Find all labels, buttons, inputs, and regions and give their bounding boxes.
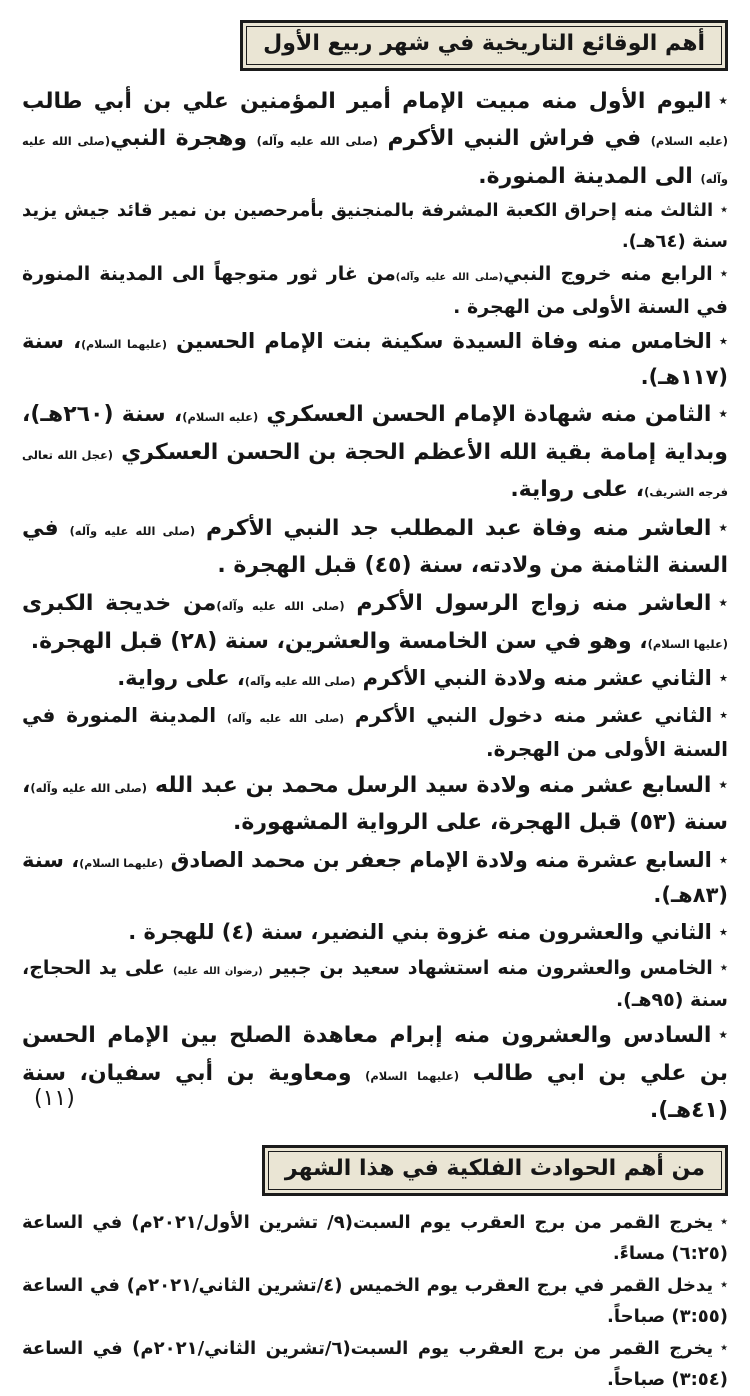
item-text: الخامس والعشرون منه استشهاد سعيد بن جبير xyxy=(262,956,713,979)
honorific-stamp: (صلى الله عليه وآله) xyxy=(216,599,345,614)
honorific-stamp: (صلى الله عليه وآله) xyxy=(244,675,356,689)
bullet-star-icon: ٭ xyxy=(718,91,728,111)
section-title-box xyxy=(262,1145,728,1196)
bullet-star-icon: ٭ xyxy=(720,1340,728,1357)
item-text: ، على رواية. xyxy=(117,666,245,691)
item-text: السابع عشر منه ولادة سيد الرسل محمد بن عبد الله xyxy=(147,772,712,798)
bullet-star-icon: ٭ xyxy=(718,920,728,941)
item-text: العاشر منه زواج الرسول الأكرم xyxy=(344,591,712,617)
honorific-stamp: (عليهما السلام) xyxy=(81,337,167,351)
item-text: العاشر منه وفاة عبد المطلب جد النبي الأكرم xyxy=(195,515,712,541)
list-item xyxy=(22,1271,728,1333)
honorific-stamp: (صلى الله عليه وآله) xyxy=(256,134,378,149)
item-text: السابع عشرة منه ولادة الإمام جعفر بن محمد الصادق xyxy=(163,847,712,872)
honorific-stamp: (صلى الله عليه وآله) xyxy=(395,272,504,284)
list-item xyxy=(22,83,728,195)
list-item xyxy=(22,915,728,951)
item-text: الرابع منه خروج النبي xyxy=(503,263,713,286)
list-item xyxy=(22,952,728,1017)
list-item xyxy=(22,1017,728,1129)
honorific-stamp: (عليهما السلام) xyxy=(365,1068,460,1083)
honorific-stamp: (صلى الله عليه وآله) xyxy=(69,523,196,538)
item-text: من خديجة الكبرى xyxy=(22,591,217,617)
item-text: على يد الحجاج، سنة (٩٥هـ). xyxy=(22,956,728,1011)
item-text: وهجرة النبي xyxy=(110,126,257,152)
list-item xyxy=(22,1334,728,1396)
item-text: من غار ثور متوجهاً الى المدينة المنورة في السنة الأولى من الهجرة . xyxy=(22,263,728,318)
bullet-star-icon: ٭ xyxy=(718,774,728,795)
list-item xyxy=(22,585,728,660)
page-number: (١١) xyxy=(34,1086,75,1111)
list-item xyxy=(22,843,728,914)
bullet-star-icon: ٭ xyxy=(718,593,728,614)
section-title-box xyxy=(240,20,728,71)
honorific-stamp: (صلى الله عليه وآله) xyxy=(30,780,148,795)
bullet-star-icon: ٭ xyxy=(719,957,728,976)
bullet-star-icon: ٭ xyxy=(718,404,728,425)
honorific-stamp: (رضوان الله عليه) xyxy=(172,965,263,977)
honorific-stamp: (عليه السلام) xyxy=(650,134,728,149)
item-text: ، سنة (٥٣) قبل الهجرة، على الرواية المشهورة. xyxy=(22,772,728,836)
item-text: السادس والعشرون منه إبرام معاهدة الصلح بين الإمام الحسن بن علي بن ابي طالب xyxy=(22,1023,728,1086)
bullet-star-icon: ٭ xyxy=(720,1277,728,1294)
bullet-star-icon: ٭ xyxy=(718,1025,728,1046)
bullet-star-icon: ٭ xyxy=(720,1214,728,1231)
astronomical-events-section xyxy=(22,1145,728,1396)
list-item xyxy=(22,698,728,766)
bullet-star-icon: ٭ xyxy=(718,848,728,869)
item-text: المدينة المنورة في السنة الأولى من الهجرة. xyxy=(22,702,728,761)
list-item xyxy=(22,324,728,395)
list-item xyxy=(22,661,728,697)
list-item xyxy=(22,1208,728,1270)
item-text: في فراش النبي الأكرم xyxy=(377,126,651,152)
item-text: الخامس منه وفاة السيدة سكينة بنت الإمام الحسين xyxy=(166,328,712,353)
astronomical-events-list xyxy=(22,1208,728,1396)
item-text: ، سنة (١١٧هـ). xyxy=(22,328,728,389)
item-text: ، سنة (٨٣هـ). xyxy=(22,847,728,908)
honorific-stamp: (عجل الله تعالى فرجه الشريف) xyxy=(22,447,728,500)
list-item xyxy=(22,510,728,585)
item-text: الى المدينة المنورة. xyxy=(478,163,701,189)
honorific-stamp: (صلى الله عليه وآله) xyxy=(226,712,345,725)
honorific-stamp: (عليه السلام) xyxy=(182,410,259,425)
item-text: الثالث منه إحراق الكعبة المشرفة بالمنجنيق بأمرحصين بن نمير قائد جيش يزيد سنة (٦٤هـ). xyxy=(22,200,728,252)
item-text: اليوم الأول منه مبيت الإمام أمير المؤمنين علي بن أبي طالب xyxy=(22,89,712,114)
historical-events-section xyxy=(22,20,728,1129)
item-text: ، وهو في سن الخامسة والعشرين، سنة (٢٨) قبل الهجرة. xyxy=(30,628,648,654)
item-text: يخرج القمر من برج العقرب يوم السبت(٩/ تشرين الأول/٢٠٢١م) في الساعة (٦:٢٥) مساءً. xyxy=(22,1212,728,1265)
bullet-star-icon: ٭ xyxy=(719,704,728,724)
list-item xyxy=(22,196,728,257)
honorific-stamp: (صلى الله عليه وآله) xyxy=(22,134,728,186)
historical-events-list xyxy=(22,83,728,1129)
item-text: ومعاوية بن أبي سفيان، سنة (٤١هـ). xyxy=(22,1060,728,1123)
bullet-star-icon: ٭ xyxy=(720,202,728,219)
honorific-stamp: (عليها السلام) xyxy=(647,636,728,651)
section-title: من أهم الحوادث الفلكية في هذا الشهر xyxy=(268,1151,722,1190)
bullet-star-icon: ٭ xyxy=(718,517,728,538)
item-text: يدخل القمر في برج العقرب يوم الخميس (٤/تشرين الثاني/٢٠٢١م) في الساعة (٣:٥٥) صباحاً. xyxy=(22,1275,728,1328)
list-item xyxy=(22,396,728,508)
item-text: يخرج القمر من برج العقرب يوم السبت(٦/تشرين الثاني/٢٠٢١م) في الساعة (٣:٥٤) صباحاً. xyxy=(22,1338,728,1391)
list-item xyxy=(22,767,728,842)
item-text: ، سنة (٢٦٠هـ)، وبداية إمامة بقية الله الأعظم الحجة بن الحسن العسكري xyxy=(22,402,728,465)
bullet-star-icon: ٭ xyxy=(718,667,728,688)
item-text: الثاني عشر منه دخول النبي الأكرم xyxy=(344,702,713,727)
item-text: الثاني والعشرون منه غزوة بني النضير، سنة (٤) للهجرة . xyxy=(128,919,712,944)
section-title: أهم الوقائع التاريخية في شهر ربيع الأول xyxy=(246,26,722,65)
honorific-stamp: (عليهما السلام) xyxy=(79,856,164,870)
item-text: الثامن منه شهادة الإمام الحسن العسكري xyxy=(258,402,712,428)
item-text: في السنة الثامنة من ولادته، سنة (٤٥) قبل الهجرة . xyxy=(22,515,728,578)
item-text: ، على رواية. xyxy=(510,477,645,503)
bullet-star-icon: ٭ xyxy=(718,329,729,350)
list-item xyxy=(22,258,728,323)
bullet-star-icon: ٭ xyxy=(719,264,728,283)
item-text: الثاني عشر منه ولادة النبي الأكرم xyxy=(355,666,712,691)
